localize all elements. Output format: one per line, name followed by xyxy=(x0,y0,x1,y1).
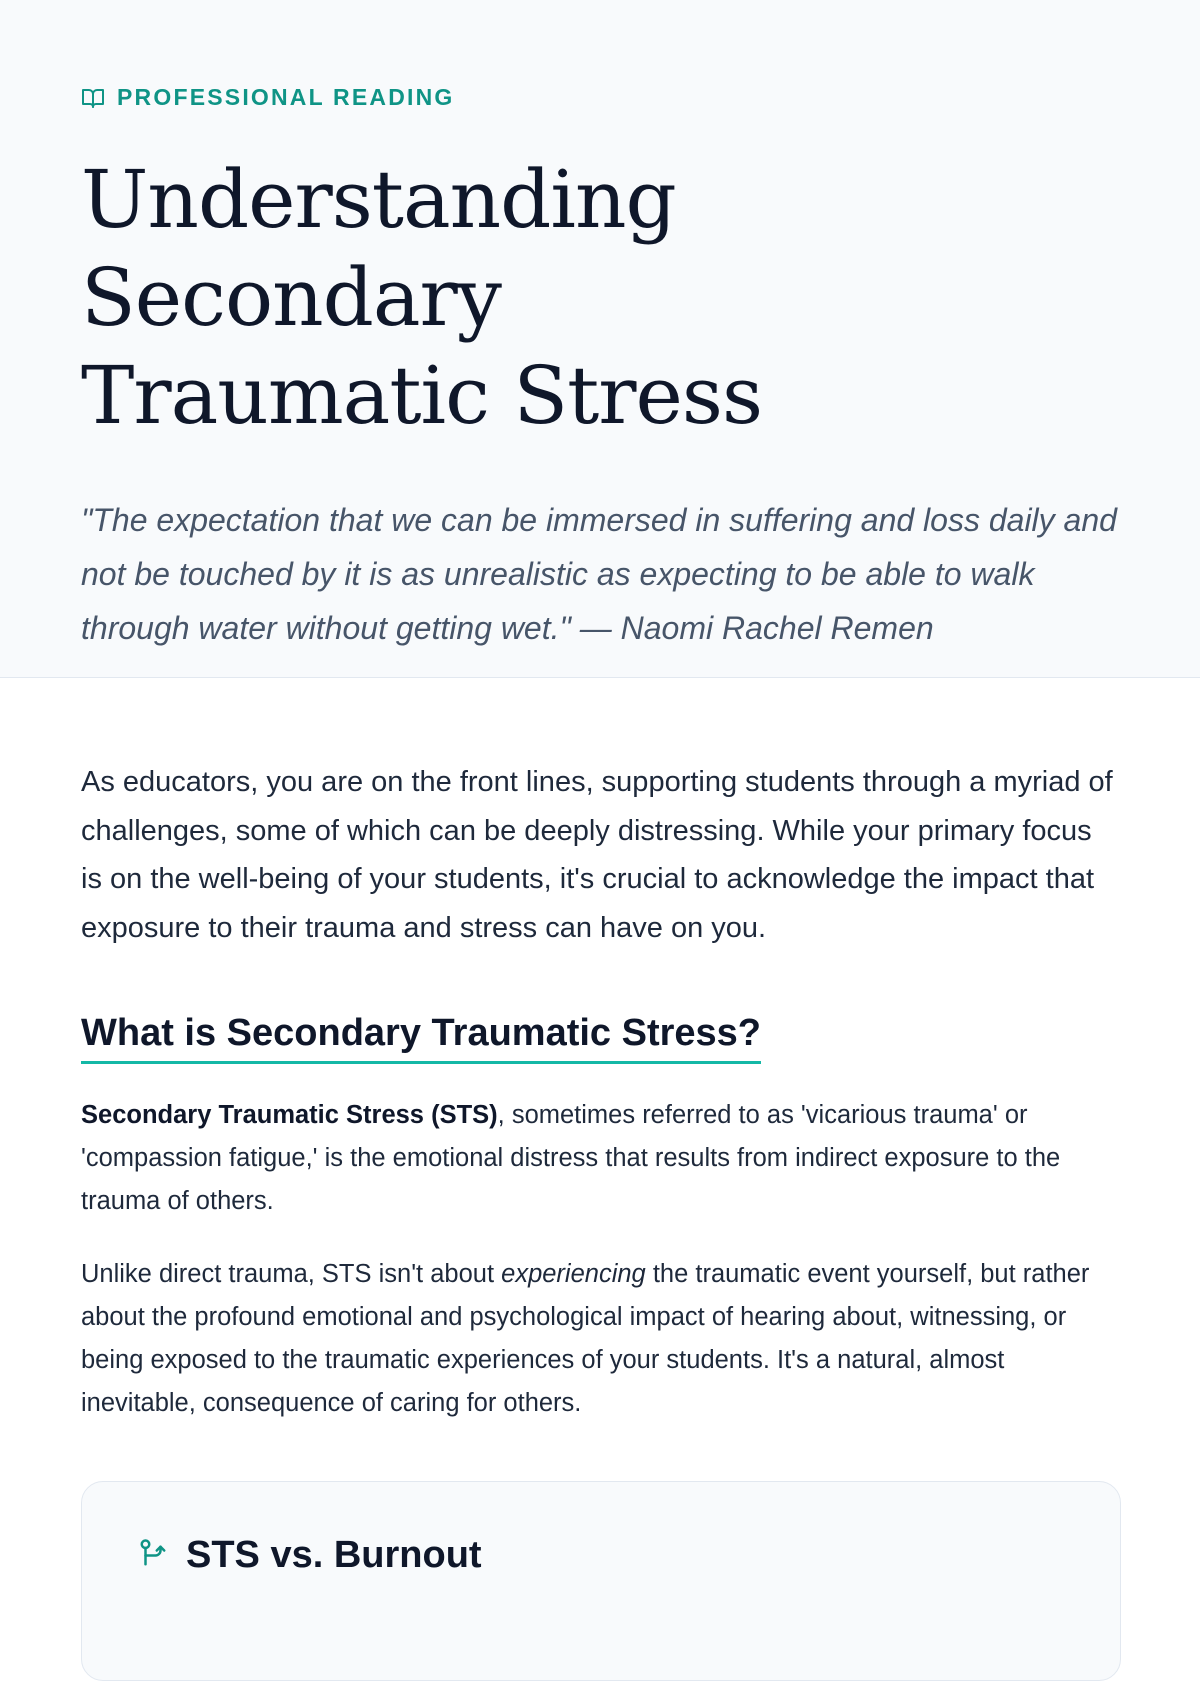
sts-definition-paragraph xyxy=(81,1094,1119,1223)
article-header xyxy=(0,0,1200,678)
sts-explanation-start: Unlike direct trauma, STS isn't about xyxy=(81,1260,502,1288)
sts-definition-text: , sometimes referred to as 'vicarious trauma' or 'compassion fatigue,' is the emotional distress that results from indirect exposure to the trauma of others. xyxy=(81,1101,1061,1215)
page-title xyxy=(81,151,1119,445)
book-open-icon xyxy=(81,86,105,110)
eyebrow xyxy=(81,84,1119,111)
sts-term: Secondary Traumatic Stress (STS) xyxy=(81,1101,498,1129)
eyebrow-label: PROFESSIONAL READING xyxy=(117,84,455,110)
title-line-1: Understanding Secondary xyxy=(81,153,676,344)
sts-explanation-emphasis: experiencing xyxy=(501,1260,646,1288)
section-heading-what-is-sts: What is Secondary Traumatic Stress? xyxy=(81,1012,761,1064)
article-body xyxy=(0,678,1200,1681)
compare-icon xyxy=(138,1538,168,1573)
intro-paragraph: As educators, you are on the front lines, supporting students through a myriad of challenges, some of which can be deeply distressing. While your primary focus is on the well-being of your students, it's crucial to acknowledge the impact that exposure to their trauma and stress can have on you. xyxy=(81,766,1113,944)
sts-explanation-end: the traumatic event yourself, but rather about the profound emotional and psychological impact of hearing about, witnessing, or being exposed to the traumatic experiences of your students. It's a natural, almost inevitable, consequence of caring for others. xyxy=(81,1260,1090,1417)
title-line-2: Traumatic Stress xyxy=(81,349,762,442)
epigraph-quote: "The expectation that we can be immersed in suffering and loss daily and not be touched by it is as unrealistic as expecting to be able to walk through water without getting wet." — Naomi Rachel Remen xyxy=(81,502,1117,646)
callout-title: STS vs. Burnout xyxy=(186,1534,482,1576)
sts-vs-burnout-callout xyxy=(81,1481,1121,1681)
callout-header xyxy=(138,1534,1064,1577)
sts-explanation-paragraph xyxy=(81,1253,1119,1425)
